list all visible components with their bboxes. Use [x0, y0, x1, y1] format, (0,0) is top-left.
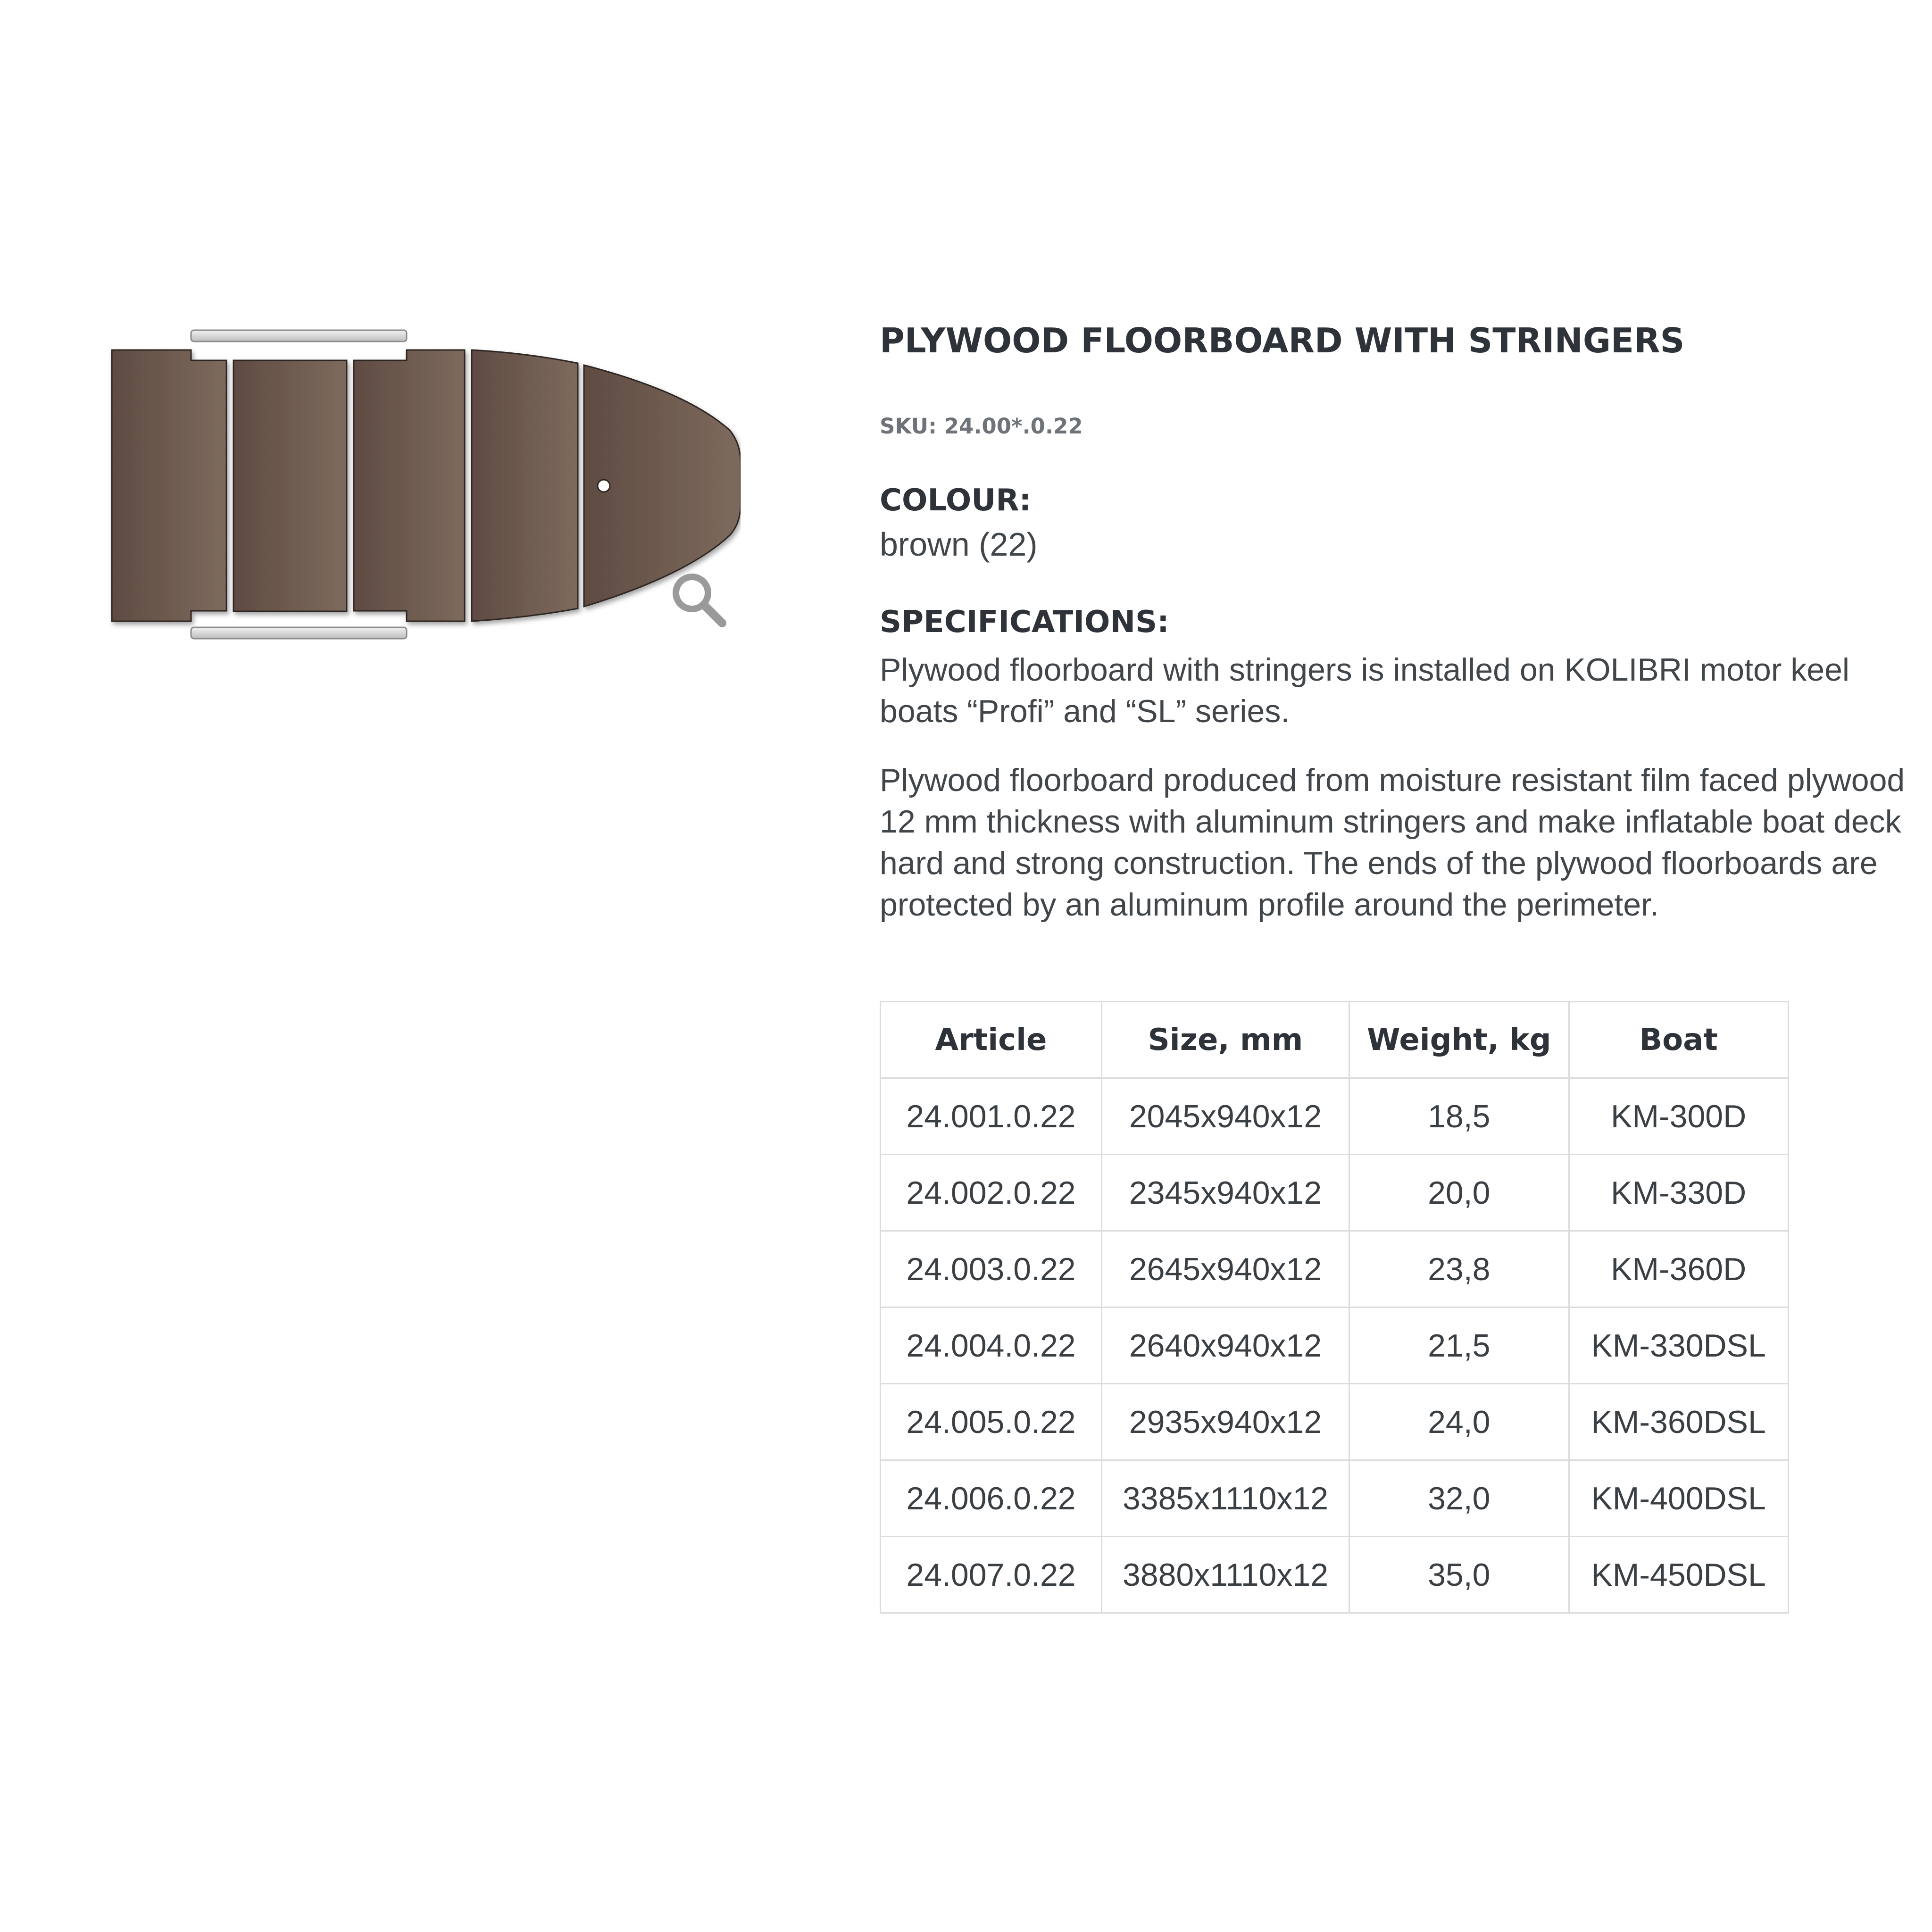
cell-article: 24.005.0.22 — [881, 1384, 1102, 1460]
cell-article: 24.004.0.22 — [881, 1307, 1102, 1384]
header-boat: Boat — [1569, 1002, 1788, 1078]
cell-weight: 32,0 — [1349, 1460, 1569, 1537]
cell-weight: 21,5 — [1349, 1307, 1569, 1384]
cell-size: 2640x940x12 — [1102, 1307, 1349, 1384]
cell-size: 3385x1110x12 — [1102, 1460, 1349, 1537]
cell-boat: KM-360D — [1569, 1231, 1788, 1307]
floor-panel-4 — [472, 350, 578, 621]
spec-paragraph-1: Plywood floorboard with stringers is installed on KOLIBRI motor keel boats “Profi” and “SL” series. — [880, 652, 1850, 729]
cell-weight: 18,5 — [1349, 1078, 1569, 1155]
mounting-hole — [598, 480, 610, 492]
cell-weight: 35,0 — [1349, 1537, 1569, 1613]
cell-boat: KM-300D — [1569, 1078, 1788, 1155]
table-row — [881, 1231, 1789, 1307]
cell-weight: 24,0 — [1349, 1384, 1569, 1460]
cell-size: 2345x940x12 — [1102, 1155, 1349, 1231]
cell-article: 24.006.0.22 — [881, 1460, 1102, 1537]
table-row — [881, 1537, 1789, 1613]
table-row — [881, 1155, 1789, 1231]
table-row — [881, 1460, 1789, 1537]
floor-panel-3 — [354, 350, 465, 621]
cell-boat: KM-450DSL — [1569, 1537, 1788, 1613]
cell-size: 3880x1110x12 — [1102, 1537, 1349, 1613]
header-weight: Weight, kg — [1349, 1002, 1569, 1078]
specifications-label: SPECIFICATIONS: — [880, 605, 1169, 640]
cell-weight: 23,8 — [1349, 1231, 1569, 1307]
table-header-row — [881, 1002, 1789, 1078]
floorboard-illustration — [106, 321, 741, 651]
floor-panel-2 — [233, 360, 347, 611]
cell-weight: 20,0 — [1349, 1155, 1569, 1231]
sku-label: SKU: — [880, 414, 937, 439]
header-article: Article — [881, 1002, 1102, 1078]
table-row — [881, 1307, 1789, 1384]
cell-article: 24.007.0.22 — [881, 1537, 1102, 1613]
stringer-top — [191, 330, 407, 341]
zoom-button[interactable] — [667, 568, 729, 630]
sku — [880, 412, 1908, 441]
sku-value: 24.00*.0.22 — [944, 414, 1083, 439]
header-size: Size, mm — [1102, 1002, 1349, 1078]
table-row — [881, 1078, 1789, 1155]
specifications-table — [880, 1001, 1789, 1614]
cell-size: 2935x940x12 — [1102, 1384, 1349, 1460]
table-row — [881, 1384, 1789, 1460]
cell-article: 24.001.0.22 — [881, 1078, 1102, 1155]
floor-panel-1 — [112, 350, 226, 621]
cell-article: 24.002.0.22 — [881, 1155, 1102, 1231]
colour-value: brown (22) — [880, 526, 1038, 563]
cell-size: 2645x940x12 — [1102, 1231, 1349, 1307]
product-title: PLYWOOD FLOORBOARD WITH STRINGERS — [880, 321, 1685, 360]
product-summary — [880, 311, 1908, 925]
magnifier-icon — [667, 568, 729, 630]
cell-article: 24.003.0.22 — [881, 1231, 1102, 1307]
cell-boat: KM-330D — [1569, 1155, 1788, 1231]
cell-boat: KM-360DSL — [1569, 1384, 1788, 1460]
stringer-bottom — [191, 627, 407, 639]
colour-label: COLOUR: — [880, 483, 1032, 518]
product-image[interactable] — [106, 321, 741, 651]
spec-paragraph-2: Plywood floorboard produced from moisture resistant film faced plywood 12 mm thickness with aluminum stringers and make inflatable boat deck hard and strong construction. The ends of the plywood floorboards are protected by an aluminum profile around the perimeter. — [880, 762, 1905, 923]
cell-size: 2045x940x12 — [1102, 1078, 1349, 1155]
cell-boat: KM-400DSL — [1569, 1460, 1788, 1537]
cell-boat: KM-330DSL — [1569, 1307, 1788, 1384]
